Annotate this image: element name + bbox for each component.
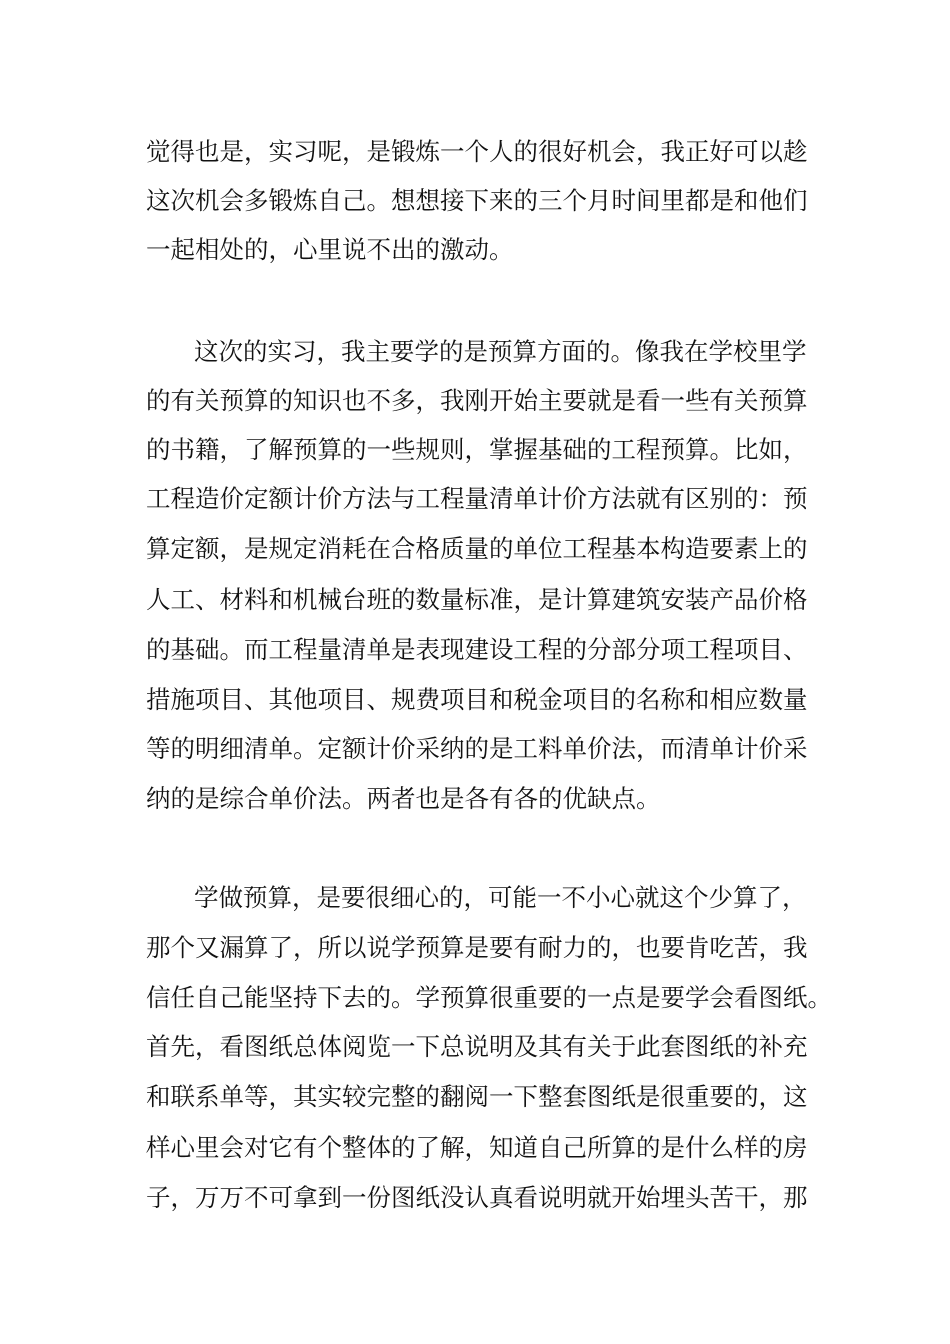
paragraph-3-line-2: 那个又漏算了，所以说学预算是要有耐力的，也要肯吃苦，我 <box>146 933 808 962</box>
paragraph-1-line-1: 觉得也是，实习呢，是锻炼一个人的很好机会，我正好可以趁 <box>146 137 808 166</box>
paragraph-3-line-6: 样心里会对它有个整体的了解，知道自己所算的是什么样的房 <box>146 1133 808 1162</box>
paragraph-2-line-7: 的基础。而工程量清单是表现建设工程的分部分项工程项目、 <box>146 635 808 664</box>
paragraph-3-line-1: 学做预算，是要很细心的，可能一不小心就这个少算了， <box>194 883 807 912</box>
paragraph-2-line-8: 措施项目、其他项目、规费项目和税金项目的名称和相应数量 <box>146 685 808 714</box>
paragraph-3-line-4: 首先，看图纸总体阅览一下总说明及其有关于此套图纸的补充 <box>146 1032 808 1061</box>
paragraph-3-line-5: 和联系单等，其实较完整的翻阅一下整套图纸是很重要的，这 <box>146 1082 808 1111</box>
paragraph-2-line-4: 工程造价定额计价方法与工程量清单计价方法就有区别的：预 <box>146 484 808 513</box>
paragraph-3-line-3: 信任自己能坚持下去的。学预算很重要的一点是要学会看图纸。 <box>146 983 832 1012</box>
paragraph-1-line-3: 一起相处的，心里说不出的激动。 <box>146 235 514 264</box>
paragraph-2-line-10: 纳的是综合单价法。两者也是各有各的优缺点。 <box>146 784 661 813</box>
paragraph-2-line-3: 的书籍，了解预算的一些规则，掌握基础的工程预算。比如， <box>146 435 808 464</box>
paragraph-1-line-2: 这次机会多锻炼自己。想想接下来的三个月时间里都是和他们 <box>146 186 808 215</box>
paragraph-2-line-1: 这次的实习，我主要学的是预算方面的。像我在学校里学 <box>194 337 807 366</box>
paragraph-2-line-5: 算定额，是规定消耗在合格质量的单位工程基本构造要素上的 <box>146 534 808 563</box>
paragraph-2-line-9: 等的明细清单。定额计价采纳的是工料单价法，而清单计价采 <box>146 734 808 763</box>
paragraph-3-line-7: 子，万万不可拿到一份图纸没认真看说明就开始埋头苦干，那 <box>146 1183 808 1212</box>
paragraph-2-line-2: 的有关预算的知识也不多，我刚开始主要就是看一些有关预算 <box>146 386 808 415</box>
paragraph-2-line-6: 人工、材料和机械台班的数量标准，是计算建筑安装产品价格 <box>146 585 808 614</box>
